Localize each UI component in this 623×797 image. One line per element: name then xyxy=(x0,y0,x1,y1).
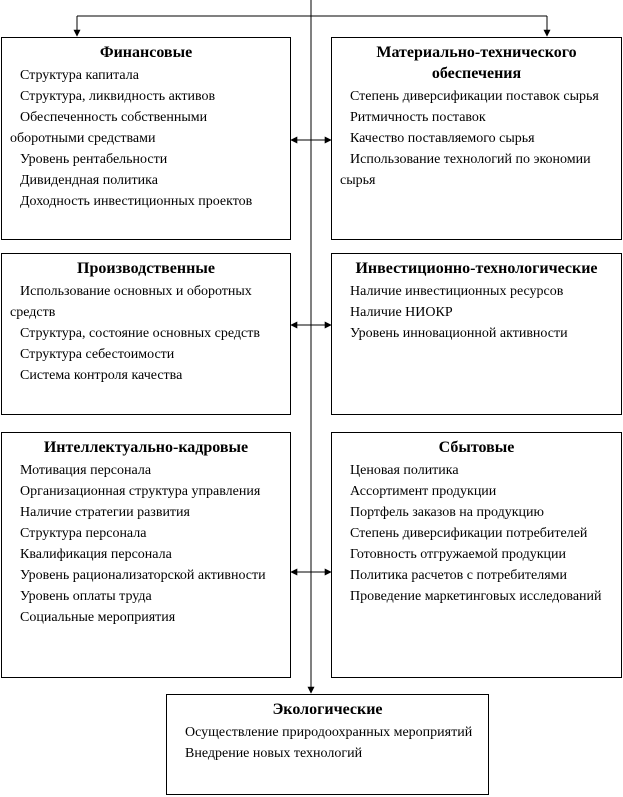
list-item: Ценовая политика xyxy=(350,463,459,478)
list-item: Проведение маркетинговых исследований xyxy=(350,589,602,604)
list-item: Использование технологий по экономии сырья xyxy=(340,152,591,188)
list-item: Наличие НИОКР xyxy=(350,305,453,320)
box-material-title: Материально-технического обеспечения xyxy=(376,44,577,82)
box-ecological xyxy=(166,694,489,795)
list-item: Ритмичность поставок xyxy=(350,110,486,125)
list-item: Наличие стратегии развития xyxy=(20,505,190,520)
box-intellectual-items xyxy=(2,460,290,628)
box-intellectual-title: Интеллектуально-кадровые xyxy=(43,439,249,456)
box-production-items xyxy=(2,281,290,386)
box-sales xyxy=(331,432,622,678)
list-item: Структура себестоимости xyxy=(20,347,175,362)
list-item: Структура капитала xyxy=(20,68,139,83)
box-investment-title: Инвестиционно-технологические xyxy=(355,260,598,277)
list-item: Организационная структура управления xyxy=(20,484,261,499)
list-item: Степень диверсификации поставок сырья xyxy=(350,89,599,104)
list-item: Уровень инновационной активности xyxy=(350,326,568,341)
box-ecological-title: Экологические xyxy=(272,701,383,718)
box-sales-title: Сбытовые xyxy=(438,439,515,456)
box-production-title: Производственные xyxy=(77,260,215,277)
box-material xyxy=(331,37,622,240)
list-item: Наличие инвестиционных ресурсов xyxy=(350,284,564,299)
list-item: Осуществление природоохранных мероприятий xyxy=(185,725,473,740)
list-item: Качество поставляемого сырья xyxy=(350,131,535,146)
list-item: Уровень оплаты труда xyxy=(20,589,152,604)
list-item: Использование основных и оборотных средств xyxy=(10,284,252,320)
list-item: Система контроля качества xyxy=(20,368,183,383)
list-item: Готовность отгружаемой продукции xyxy=(350,547,567,562)
list-item: Портфель заказов на продукцию xyxy=(350,505,544,520)
box-financial xyxy=(1,37,291,240)
box-investment-items xyxy=(332,281,621,344)
list-item: Структура, состояние основных средств xyxy=(20,326,260,341)
list-item: Уровень рационализаторской активности xyxy=(20,568,266,583)
list-item: Внедрение новых технологий xyxy=(185,746,363,761)
list-item: Уровень рентабельности xyxy=(20,152,168,167)
list-item: Ассортимент продукции xyxy=(350,484,497,499)
list-item: Дивидендная политика xyxy=(20,173,158,188)
list-item: Обеспеченность собственными оборотными средствами xyxy=(10,110,208,146)
box-material-items xyxy=(332,86,621,191)
list-item: Структура персонала xyxy=(20,526,147,541)
list-item: Доходность инвестиционных проектов xyxy=(20,194,253,209)
list-item: Социальные мероприятия xyxy=(20,610,176,625)
box-investment xyxy=(331,253,622,415)
box-intellectual xyxy=(1,432,291,678)
box-production xyxy=(1,253,291,415)
box-financial-items xyxy=(2,65,290,212)
list-item: Структура, ликвидность активов xyxy=(20,89,216,104)
list-item: Мотивация персонала xyxy=(20,463,152,478)
box-ecological-items xyxy=(167,722,488,764)
list-item: Политика расчетов с потребителями xyxy=(350,568,568,583)
box-financial-title: Финансовые xyxy=(99,44,193,61)
box-sales-items xyxy=(332,460,621,607)
list-item: Квалификация персонала xyxy=(20,547,172,562)
list-item: Степень диверсификации потребителей xyxy=(350,526,588,541)
